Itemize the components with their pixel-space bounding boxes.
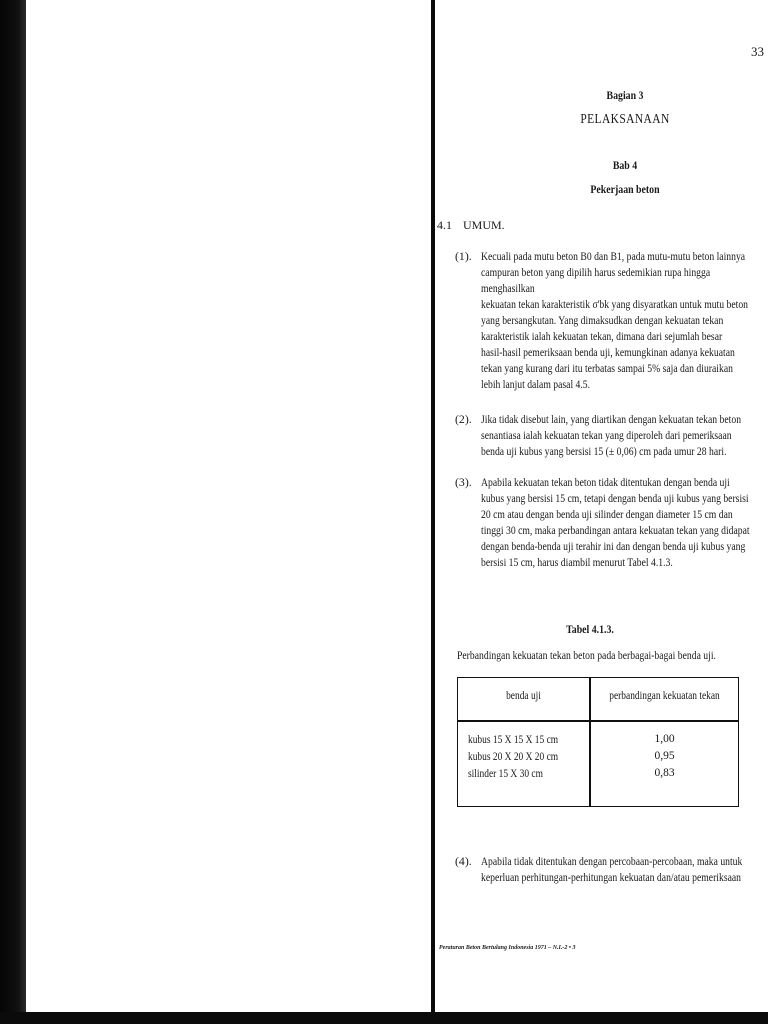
page-number: 33 (751, 44, 764, 59)
part-heading: Bagian 3 (606, 88, 644, 102)
table-cell-specimen: kubus 20 X 20 X 20 cm (468, 751, 559, 763)
section-heading (437, 218, 505, 233)
table-caption: Perbandingan kekuatan tekan beton pada berbagai-bagai benda uji. (457, 648, 716, 662)
table-header-divider (458, 720, 738, 722)
table-header-ratio: perbandingan kekuatan tekan (609, 690, 720, 702)
paragraph-text: Apabila tidak ditentukan dengan percobaan-percobaan, maka untuk keperluan perhitungan-perhitungan kekuatan dan/atau pemeriksaan (481, 854, 743, 884)
comparison-table (457, 677, 739, 807)
paragraph-text: Apabila kekuatan tekan beton tidak ditentukan dengan benda uji kubus yang bersisi 15 cm, tetapi dengan benda uji kubus yang bersisi 20 cm atau dengan benda uji silinder dengan diameter 15 cm dan tinggi 30 cm, maka perbandingan antara kekuatan tekan yang didapat dengan benda-benda uji terahir ini dan dengan benda uji kubus yang bersisi 15 cm, harus diambil menurut Tabel 4.1.3. (481, 475, 750, 569)
paragraph-number: (3). (455, 475, 472, 489)
table-cell-ratio: 0,83 (654, 767, 675, 779)
part-title: PELAKSANAAN (580, 112, 670, 127)
table-title: Tabel 4.1.3. (566, 622, 614, 636)
paragraph-text: Kecuali pada mutu beton B0 dan B1, pada mutu-mutu beton lainnya campuran beton yang dipilih harus sedemikian rupa hingga menghasilkan kekuatan tekan karakteristik σ'bk yang disyaratkan untuk mutu beton yang bersangkutan. Yang dimaksudkan dengan kekuatan tekan karakteristik ialah kekuatan tekan, dimana dari sejumlah besar hasil-hasil pemeriksaan benda uji, kemungkinan adanya kekuatan tekan yang kurang dari itu terbatas sampai 5% saja dan diuraikan lebih lanjut dalam pasal 4.5. (481, 249, 748, 391)
paragraph-text: Jika tidak disebut lain, yang diartikan dengan kekuatan tekan beton senantiasa ialah kekuatan tekan yang diperoleh dari pemeriksaan benda uji kubus yang bersisi 15 (± 0,06) cm pada umur 28 hari. (481, 412, 742, 458)
table-cell-specimen: silinder 15 X 30 cm (468, 768, 543, 780)
paragraph-1 (455, 248, 768, 392)
document-page (435, 0, 768, 1024)
table-header-specimen: benda uji (506, 690, 541, 702)
section-title: UMUM. (463, 218, 505, 232)
paragraph-3 (455, 474, 768, 570)
section-number: 4.1 (437, 218, 452, 232)
scan-dark-edge-left (0, 0, 26, 1024)
chapter-title: Pekerjaan beton (590, 182, 660, 196)
paragraph-number: (1). (455, 249, 472, 263)
table-cell-specimen: kubus 15 X 15 X 15 cm (468, 734, 559, 746)
paragraph-2 (455, 411, 768, 459)
chapter-heading: Bab 4 (612, 158, 638, 172)
table-cell-ratio: 0,95 (654, 750, 675, 762)
table-cell-ratio: 1,00 (654, 733, 675, 745)
scan-dark-edge-bottom (0, 1012, 768, 1024)
paragraph-number: (4). (455, 854, 472, 868)
blank-left-page (26, 0, 431, 1024)
page-footer: Peraturan Beton Bertulang Indonesia 1971 – N.I.-2 • 3 (439, 945, 576, 951)
paragraph-number: (2). (455, 412, 472, 426)
paragraph-4 (455, 853, 768, 885)
